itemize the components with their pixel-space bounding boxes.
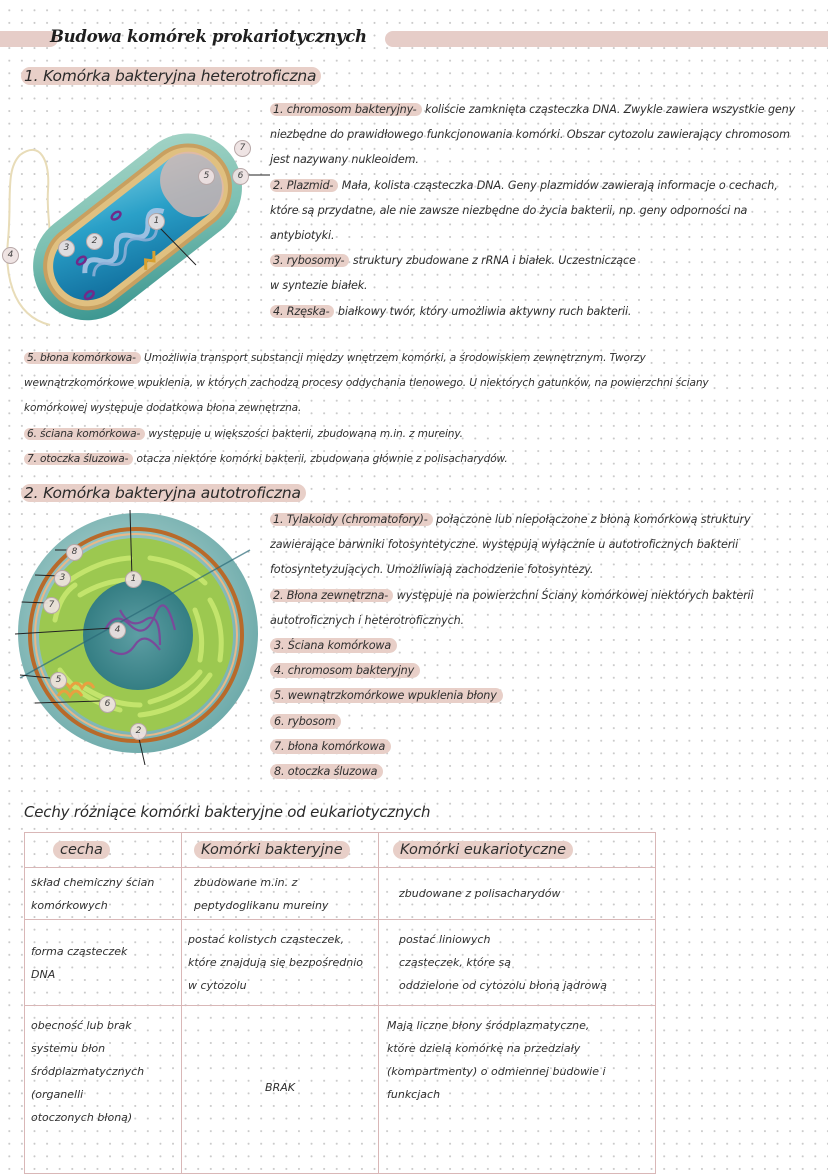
bacterium-illustration — [0, 100, 270, 340]
legend-item: 8. otoczka śluzowa — [270, 759, 828, 784]
paragraph-line: wewnątrzkomórkowe wpuklenia, w których zachodzą procesy oddychania tlenowego. U niektórych gatunków, na powierzchni ściany — [24, 377, 709, 390]
legend-item: 3. Ściana komórkowa — [270, 633, 828, 658]
legend-item: 4. chromosom bakteryjny — [270, 658, 828, 683]
paragraph-line: 2. Plazmid- Mała, kolista cząsteczka DNA. Geny plazmidów zawierają informacje o cechach, — [270, 173, 828, 198]
cell-bacterial: zbudowane m.in. z peptydoglikanu mureiny — [182, 868, 379, 920]
paragraph-line: niezbędne do prawidłowego funkcjonowania komórki. Obszar cytozolu zawierający chromosom — [270, 128, 790, 142]
cell-feature: obecność lub brak systemu błon śródplazmatycznych (organelli otoczonych błoną) — [25, 1006, 182, 1174]
cell-eukaryotic: postać liniowych cząsteczek, które są oddzielone od cytozolu błoną jądrową — [379, 920, 656, 1006]
section1-full-text — [24, 346, 828, 472]
table-row — [25, 1006, 656, 1174]
paragraph-line: 6. ściana komórkowa- występuje u większości bakterii, zbudowana m.in. z mureiny. — [24, 422, 828, 447]
paragraph-line: w syntezie białek. — [270, 279, 368, 293]
table-header-row — [25, 833, 656, 868]
paragraph-line: 4. Rzęska- białkowy twór, który umożliwia aktywny ruch bakterii. — [270, 299, 828, 324]
legend-item: 6. rybosom — [270, 709, 828, 734]
legend-item: 7. błona komórkowa — [270, 734, 828, 759]
term-rzeska: 4. Rzęska- — [270, 305, 334, 318]
term-blona-zewnetrzna: 2. Błona zewnętrzna- — [270, 589, 393, 602]
diagram-label-1: 1 — [148, 213, 165, 230]
table-row — [25, 868, 656, 920]
diagram-label-4: 4 — [2, 247, 19, 264]
term-otoczka-sluzowa: 7. otoczka śluzowa- — [24, 453, 133, 465]
title-bar-decoration-right — [385, 31, 828, 47]
diagram-label-3: 3 — [54, 570, 71, 587]
paragraph-line: 3. rybosomy- struktury zbudowane z rRNA i białek. Uczestniczące — [270, 248, 828, 273]
cell-eukaryotic: zbudowane z polisacharydów — [379, 868, 656, 920]
diagram-label-7: 7 — [234, 140, 251, 157]
section2-side-text — [270, 507, 828, 784]
paragraph-line: jest nazywany nukleoidem. — [270, 153, 419, 167]
cell-bacterial: BRAK — [182, 1006, 379, 1174]
paragraph-line: które są przydatne, ale nie zawsze niezbędne do życia bakterii, np. geny odporności na — [270, 203, 748, 217]
term-rybosomy: 3. rybosomy- — [270, 254, 349, 267]
paragraph-line: komórkowej występuje dodatkowa błona zewnętrzna. — [24, 402, 302, 415]
comparison-title: Cechy różniące komórki bakteryjne od eukariotycznych — [24, 803, 431, 821]
diagram-label-7: 7 — [43, 597, 60, 614]
diagram-label-8: 8 — [66, 544, 83, 561]
page-title: Budowa komórek prokariotycznych — [50, 27, 367, 46]
diagram-label-2: 2 — [130, 723, 147, 740]
section1-side-text — [270, 97, 828, 324]
cell-eukaryotic: Mają liczne błony śródplazmatyczne, które dzielą komórkę na przedziały (kompartmenty) o odmiennej budowie i funkcjach — [379, 1006, 656, 1174]
header-eukaryotic: Komórki eukariotyczne — [379, 833, 656, 868]
comparison-table — [24, 832, 656, 1174]
paragraph-line: zawierające barwniki fotosyntetyczne. występują wyłącznie u autotroficznych bakterii — [270, 538, 739, 552]
paragraph-line: antybiotyki. — [270, 228, 335, 242]
diagram-label-5: 5 — [50, 672, 67, 689]
autotrophic-bacterium-diagram — [0, 510, 270, 765]
paragraph-line: fotosyntetyzujących. Umożliwiają zachodzenie fotosyntezy. — [270, 563, 594, 577]
heterotrophic-bacterium-diagram — [0, 100, 270, 340]
paragraph-line: 1. chromosom bakteryjny- koliście zamknięta cząsteczka DNA. Zwykle zawiera wszystkie geny — [270, 97, 828, 122]
legend-item: 5. wewnątrzkomórkowe wpuklenia błony — [270, 683, 828, 708]
paragraph-line: autotroficznych i heterotroficznych. — [270, 613, 464, 627]
header-feature: cecha — [25, 833, 182, 868]
term-chromosom: 1. chromosom bakteryjny- — [270, 103, 422, 116]
diagram-label-2: 2 — [86, 233, 103, 250]
term-plazmid: 2. Plazmid- — [270, 179, 338, 192]
paragraph-line: 5. błona komórkowa- Umożliwia transport substancji między wnętrzem komórki, a środowiskiem zewnętrznym. Tworzy — [24, 346, 828, 371]
cell-feature: skład chemiczny ścian komórkowych — [25, 868, 182, 920]
header-bacterial: Komórki bakteryjne — [182, 833, 379, 868]
diagram-label-5: 5 — [198, 168, 215, 185]
section1-title: 1. Komórka bakteryjna heterotroficzna — [21, 67, 321, 85]
cell-bacterial: postać kolistych cząsteczek, które znajdują się bezpośrednio w cytozolu — [182, 920, 379, 1006]
diagram-label-1: 1 — [125, 571, 142, 588]
term-sciana-komorkowa: 6. ściana komórkowa- — [24, 428, 145, 440]
diagram-label-6: 6 — [232, 168, 249, 185]
term-tylakoidy: 1. Tylakoidy (chromatofory)- — [270, 513, 433, 526]
cell-feature: forma cząsteczek DNA — [25, 920, 182, 1006]
paragraph-line: 1. Tylakoidy (chromatofory)- połączone lub niepołączone z błoną komórkową struktury — [270, 507, 828, 532]
table-row — [25, 920, 656, 1006]
paragraph-line: 7. otoczka śluzowa- otacza niektóre komórki bakterii, zbudowana głównie z polisacharydów. — [24, 447, 828, 472]
diagram-label-6: 6 — [99, 696, 116, 713]
diagram-label-4: 4 — [109, 622, 126, 639]
term-blona-komorkowa: 5. błona komórkowa- — [24, 352, 141, 364]
diagram-label-3: 3 — [58, 240, 75, 257]
paragraph-line: 2. Błona zewnętrzna- występuje na powierzchni Ściany komórkowej niektórych bakterii — [270, 583, 828, 608]
section2-title: 2. Komórka bakteryjna autotroficzna — [21, 484, 306, 502]
